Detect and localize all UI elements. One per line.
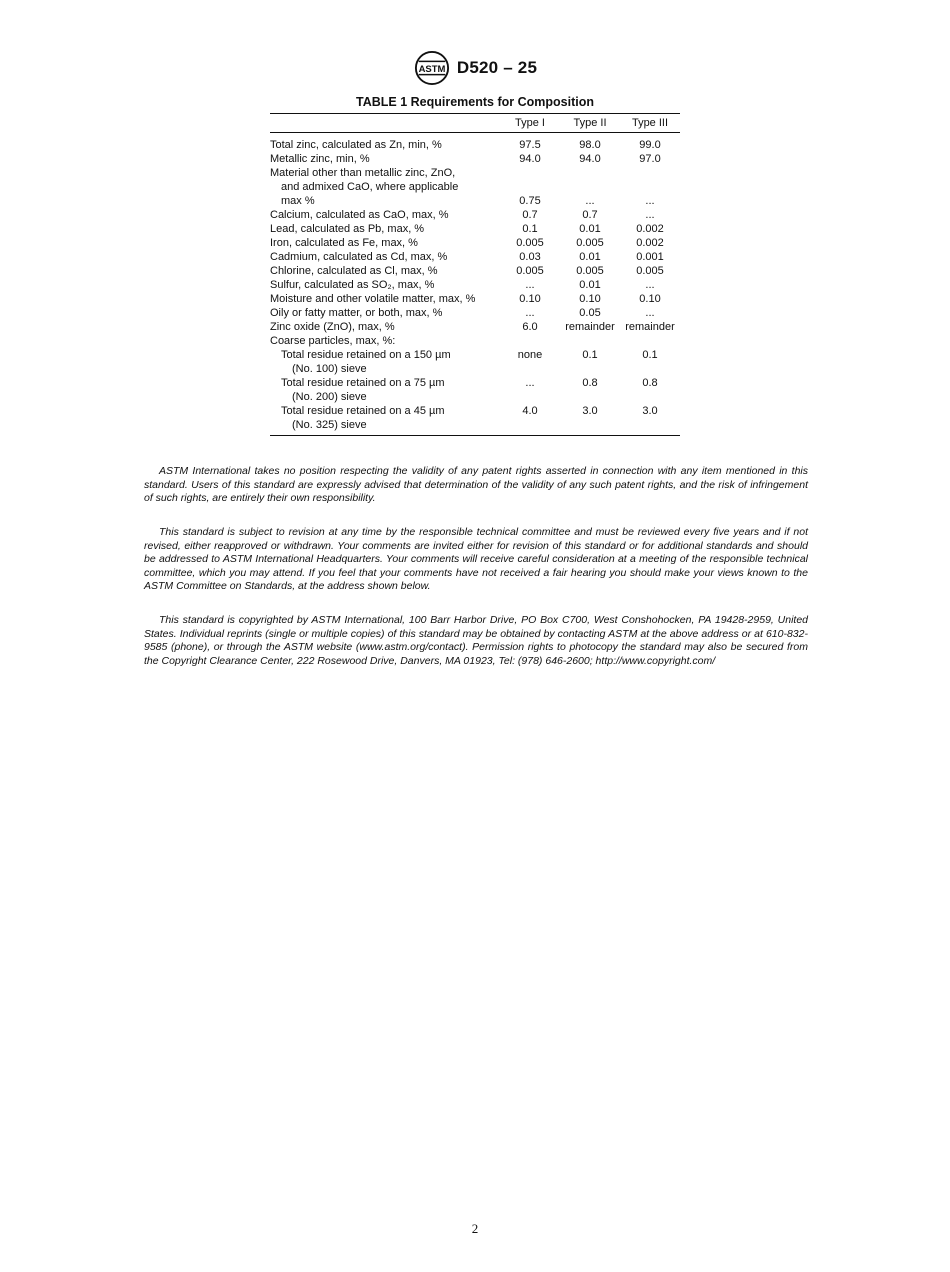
- row-label: [270, 404, 500, 432]
- cell-type-3: 0.001: [636, 251, 664, 263]
- cell-type-1: ...: [525, 307, 535, 319]
- cell-type-1: 0.005: [516, 237, 544, 249]
- cell-type-2: 0.7: [582, 209, 598, 221]
- table-title: TABLE 1 Requirements for Composition: [356, 95, 594, 109]
- row-label: [270, 320, 500, 334]
- row-label-line: Moisture and other volatile matter, max, %: [270, 293, 476, 305]
- row-label-line: (No. 100) sieve: [292, 363, 367, 375]
- cell-type-1: 0.005: [516, 265, 544, 277]
- row-label-line: Lead, calculated as Pb, max, %: [270, 223, 425, 235]
- cell-type-2: 0.005: [576, 265, 604, 277]
- cell-type-2: 94.0: [579, 153, 601, 165]
- table-row: [270, 264, 680, 278]
- cell-type-1: 0.10: [519, 293, 541, 305]
- row-label: [270, 292, 500, 306]
- row-label-line: and admixed CaO, where applicable: [281, 181, 459, 193]
- cell-type-3: 99.0: [639, 139, 661, 151]
- column-header-type-1: Type I: [500, 114, 560, 133]
- cell-type-1: 0.75: [519, 195, 541, 207]
- table-row: [270, 404, 680, 432]
- document-designation: D520 – 25: [456, 58, 538, 77]
- table-row: [270, 222, 680, 236]
- cell-type-1: 0.03: [519, 251, 541, 263]
- cell-type-1: 94.0: [519, 153, 541, 165]
- cell-type-2: 0.10: [579, 293, 601, 305]
- row-label: [270, 278, 500, 292]
- row-label-line: Oily or fatty matter, or both, max, %: [270, 307, 443, 319]
- row-label-line: Cadmium, calculated as Cd, max, %: [270, 251, 448, 263]
- row-label-line: Total residue retained on a 150 µm: [281, 349, 451, 361]
- row-label: [270, 334, 500, 348]
- cell-type-3: remainder: [625, 321, 675, 333]
- row-label-line: (No. 325) sieve: [292, 419, 367, 431]
- row-label: [270, 236, 500, 250]
- row-label-line: max %: [281, 195, 315, 207]
- table-row: [270, 236, 680, 250]
- cell-type-2: [560, 334, 620, 348]
- cell-type-1: none: [517, 349, 543, 361]
- cell-type-1: 4.0: [522, 405, 538, 417]
- composition-table: [270, 113, 680, 436]
- row-label-line: Total residue retained on a 75 µm: [281, 377, 445, 389]
- cell-type-2: 3.0: [582, 405, 598, 417]
- table-row: [270, 348, 680, 376]
- row-label-line: Coarse particles, max, %:: [270, 335, 396, 347]
- table-row: [270, 292, 680, 306]
- column-header-type-2: Type II: [560, 114, 620, 133]
- table-row: [270, 138, 680, 152]
- cell-type-2: 0.05: [579, 307, 601, 319]
- cell-type-2: ...: [585, 195, 595, 207]
- cell-type-2: 98.0: [579, 139, 601, 151]
- cell-type-2: 0.005: [576, 237, 604, 249]
- cell-type-3: [620, 334, 680, 348]
- cell-type-3: 0.002: [636, 237, 664, 249]
- row-label: [270, 376, 500, 404]
- cell-type-2: 0.01: [579, 251, 601, 263]
- row-label-line: Material other than metallic zinc, ZnO,: [270, 167, 456, 179]
- row-label: [270, 138, 500, 152]
- cell-type-2: 0.01: [579, 223, 601, 235]
- cell-type-3: ...: [645, 307, 655, 319]
- copyright-notice: This standard is copyrighted by ASTM International, 100 Barr Harbor Drive, PO Box C700, West Conshohocken, PA 19428-2959, United States. Individual reprints (single or multiple copies) of this standard may be obtained by contacting ASTM at the above address or at 610-832-9585 (phone), or through the ASTM website (www.astm.org/contact). Permission rights to photocopy the standard may also be secured from the Copyright Clearance Center, 222 Rosewood Drive, Danvers, MA 01923, Tel: (978) 646-2600; http://www.copyright.com/: [144, 614, 808, 667]
- cell-type-1: 0.7: [522, 209, 538, 221]
- cell-type-1: ...: [525, 377, 535, 389]
- cell-type-3: 97.0: [639, 153, 661, 165]
- table-row: [270, 376, 680, 404]
- table-row: [270, 306, 680, 320]
- table-row: [270, 166, 680, 208]
- row-label-line: Total zinc, calculated as Zn, min, %: [270, 139, 442, 151]
- column-header-type-3: Type III: [620, 114, 680, 133]
- row-label: [270, 348, 500, 376]
- row-label: [270, 306, 500, 320]
- cell-type-1: 6.0: [522, 321, 538, 333]
- cell-type-3: 0.1: [642, 349, 658, 361]
- cell-type-3: ...: [645, 209, 655, 221]
- cell-type-1: 0.1: [522, 223, 538, 235]
- row-label-line: Chlorine, calculated as Cl, max, %: [270, 265, 438, 277]
- row-label-line: Calcium, calculated as CaO, max, %: [270, 209, 449, 221]
- page-header: [0, 50, 950, 86]
- page-number: 2: [471, 1221, 479, 1236]
- cell-type-3: ...: [645, 195, 655, 207]
- patent-notice: ASTM International takes no position respecting the validity of any patent rights asserted in connection with any item mentioned in this standard. Users of this standard are expressly advised that determination of the validity of any such patent rights, and the risk of infringement of such rights, are entirely their own responsibility.: [144, 465, 808, 505]
- row-label: [270, 152, 500, 166]
- cell-type-3: 0.002: [636, 223, 664, 235]
- row-label: [270, 166, 500, 208]
- row-label-line: (No. 200) sieve: [292, 391, 367, 403]
- cell-type-1: 97.5: [519, 139, 541, 151]
- table-row: [270, 278, 680, 292]
- cell-type-2: 0.8: [582, 377, 598, 389]
- table-row: [270, 152, 680, 166]
- cell-type-3: 0.005: [636, 265, 664, 277]
- cell-type-3: 0.10: [639, 293, 661, 305]
- row-label-line: Zinc oxide (ZnO), max, %: [270, 321, 395, 333]
- cell-type-1: ...: [525, 279, 535, 291]
- table-row: [270, 320, 680, 334]
- row-label-line: Iron, calculated as Fe, max, %: [270, 237, 418, 249]
- cell-type-3: 0.8: [642, 377, 658, 389]
- cell-type-1: [500, 334, 560, 348]
- row-label-line: Total residue retained on a 45 µm: [281, 405, 445, 417]
- row-label: [270, 208, 500, 222]
- row-label: [270, 250, 500, 264]
- row-label-line: Sulfur, calculated as SO₂, max, %: [270, 279, 435, 291]
- cell-type-3: ...: [645, 279, 655, 291]
- table-row: [270, 334, 680, 348]
- cell-type-2: 0.1: [582, 349, 598, 361]
- row-label: [270, 264, 500, 278]
- cell-type-3: 3.0: [642, 405, 658, 417]
- table-row: [270, 208, 680, 222]
- astm-logo-icon: [413, 50, 451, 86]
- row-label: [270, 222, 500, 236]
- row-label-line: Metallic zinc, min, %: [270, 153, 370, 165]
- logo-text: ASTM: [418, 63, 446, 75]
- table-body: [270, 133, 680, 436]
- table-row: [270, 250, 680, 264]
- cell-type-2: 0.01: [579, 279, 601, 291]
- revision-notice: This standard is subject to revision at any time by the responsible technical committee and must be reviewed every five years and if not revised, either reapproved or withdrawn. Your comments are invited either for revision of this standard or for additional standards and should be addressed to ASTM International Headquarters. Your comments will receive careful consideration at a meeting of the responsible technical committee, which you may attend. If you feel that your comments have not received a fair hearing you should make your views known to the ASTM Committee on Standards, at the address shown below.: [144, 526, 808, 593]
- cell-type-2: remainder: [565, 321, 615, 333]
- column-header-blank: [270, 114, 500, 133]
